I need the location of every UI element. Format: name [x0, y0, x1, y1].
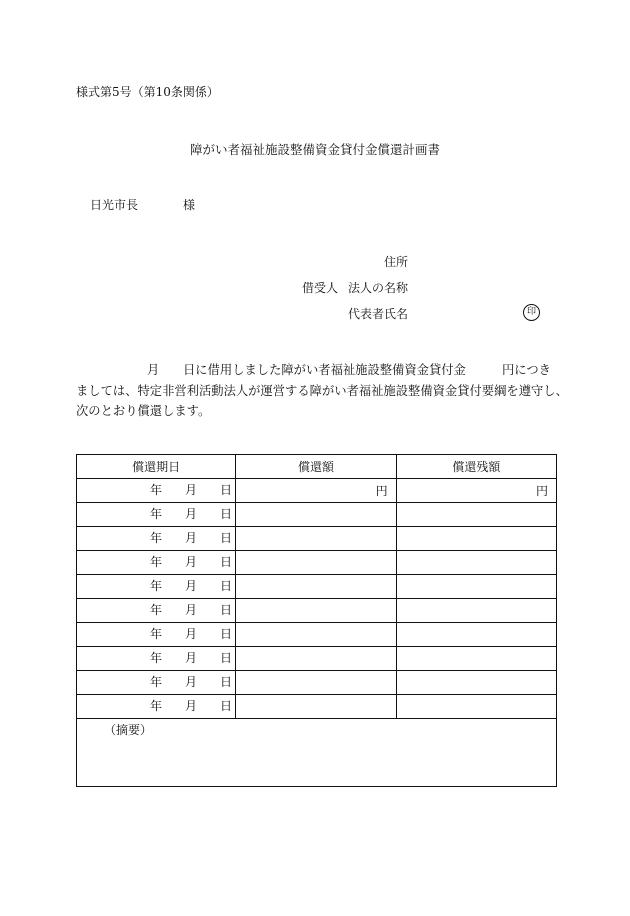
- day-label: 日: [220, 675, 233, 689]
- day-label: 日: [220, 507, 233, 521]
- repayment-amount-cell[interactable]: [236, 647, 396, 671]
- repayment-amount-cell[interactable]: [236, 623, 396, 647]
- due-date-cell[interactable]: [77, 551, 236, 575]
- table-row: [77, 599, 557, 623]
- year-label: 年: [150, 699, 163, 713]
- table-row: [77, 479, 557, 503]
- body-text-line-3: 次のとおり償還します。: [76, 404, 211, 418]
- remaining-balance-cell[interactable]: [396, 575, 556, 599]
- repayment-amount-cell[interactable]: [236, 551, 396, 575]
- month-label: 月: [185, 675, 198, 689]
- remaining-balance-cell[interactable]: [396, 551, 556, 575]
- remarks-cell[interactable]: （摘要）: [77, 719, 557, 787]
- repayment-amount-cell[interactable]: [236, 599, 396, 623]
- form-number: 様式第5号（第10条関係）: [76, 85, 219, 99]
- body-month: 月: [147, 363, 160, 377]
- table-row: [77, 551, 557, 575]
- body-text-line-2: ましては、特定非営利活動法人が運営する障がい者福祉施設整備資金貸付要綱を遵守し、: [76, 384, 568, 398]
- repayment-amount-cell[interactable]: [236, 575, 396, 599]
- day-label: 日: [220, 699, 233, 713]
- repayment-amount-cell[interactable]: 円: [236, 479, 396, 503]
- table-row: [77, 671, 557, 695]
- year-label: 年: [150, 651, 163, 665]
- repayment-amount-cell[interactable]: [236, 503, 396, 527]
- header-repayment-amount: 償還額: [236, 455, 396, 479]
- due-date-cell[interactable]: [77, 695, 236, 719]
- remaining-balance-cell[interactable]: [396, 599, 556, 623]
- representative-name-label: 代表者氏名: [348, 307, 409, 321]
- month-label: 月: [185, 627, 198, 641]
- corporation-name-label: 法人の名称: [348, 281, 409, 295]
- due-date-cell[interactable]: [77, 503, 236, 527]
- table-row: [77, 575, 557, 599]
- month-label: 月: [185, 483, 198, 497]
- year-label: 年: [150, 483, 163, 497]
- due-date-cell[interactable]: [77, 671, 236, 695]
- day-label: 日: [220, 555, 233, 569]
- due-date-cell[interactable]: [77, 575, 236, 599]
- day-label: 日: [220, 531, 233, 545]
- month-label: 月: [185, 651, 198, 665]
- repayment-schedule-table: [76, 454, 557, 787]
- remaining-balance-cell[interactable]: [396, 695, 556, 719]
- header-due-date: 償還期日: [77, 455, 236, 479]
- repayment-amount-cell[interactable]: [236, 527, 396, 551]
- due-date-cell[interactable]: [77, 647, 236, 671]
- month-label: 月: [185, 699, 198, 713]
- due-date-cell[interactable]: [77, 623, 236, 647]
- remaining-balance-cell[interactable]: 円: [396, 479, 556, 503]
- address-label: 住所: [384, 255, 409, 269]
- year-label: 年: [150, 603, 163, 617]
- day-label: 日: [220, 651, 233, 665]
- body-yen-suffix: 円につき: [502, 363, 551, 377]
- remaining-balance-cell[interactable]: [396, 527, 556, 551]
- year-label: 年: [150, 555, 163, 569]
- remaining-balance-cell[interactable]: [396, 623, 556, 647]
- seal-mark: 印: [523, 304, 540, 321]
- month-label: 月: [185, 579, 198, 593]
- due-date-cell[interactable]: [77, 527, 236, 551]
- repayment-amount-cell[interactable]: [236, 671, 396, 695]
- repayment-amount-cell[interactable]: [236, 695, 396, 719]
- remaining-balance-cell[interactable]: [396, 647, 556, 671]
- header-remaining-balance: 償還残額: [396, 455, 556, 479]
- table-row: [77, 695, 557, 719]
- document-title: 障がい者福祉施設整備資金貸付金償還計画書: [189, 142, 440, 157]
- year-label: 年: [150, 507, 163, 521]
- month-label: 月: [185, 507, 198, 521]
- month-label: 月: [185, 555, 198, 569]
- table-row: [77, 623, 557, 647]
- year-label: 年: [150, 579, 163, 593]
- table-row: [77, 527, 557, 551]
- table-row: [77, 503, 557, 527]
- recipient-honorific: 様: [183, 198, 196, 212]
- year-label: 年: [150, 675, 163, 689]
- remaining-balance-cell[interactable]: [396, 503, 556, 527]
- body-text-line-1: 日に借用しました障がい者福祉施設整備資金貸付金: [183, 363, 466, 377]
- table-header-row: [77, 455, 557, 479]
- day-label: 日: [220, 579, 233, 593]
- year-label: 年: [150, 531, 163, 545]
- day-label: 日: [220, 483, 233, 497]
- borrower-label: 借受人: [302, 281, 339, 295]
- due-date-cell[interactable]: [77, 599, 236, 623]
- month-label: 月: [185, 603, 198, 617]
- month-label: 月: [185, 531, 198, 545]
- day-label: 日: [220, 603, 233, 617]
- due-date-cell[interactable]: [77, 479, 236, 503]
- table-row: [77, 647, 557, 671]
- remaining-balance-cell[interactable]: [396, 671, 556, 695]
- day-label: 日: [220, 627, 233, 641]
- year-label: 年: [150, 627, 163, 641]
- recipient-name: 日光市長: [90, 198, 139, 212]
